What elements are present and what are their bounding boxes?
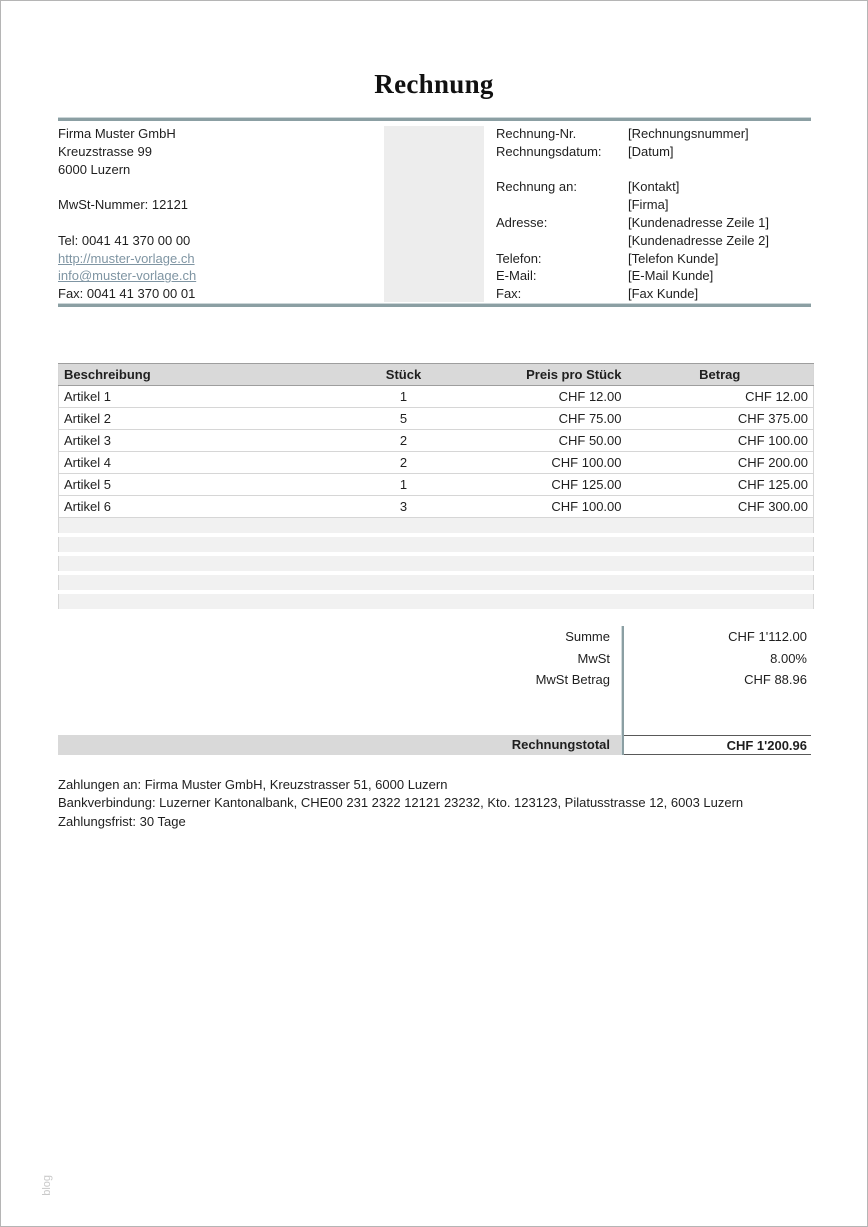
logo-placeholder bbox=[384, 126, 484, 302]
table-row bbox=[59, 386, 814, 408]
meta-row-contact bbox=[496, 178, 811, 196]
item-description: Artikel 5 bbox=[59, 474, 351, 496]
invoice-header bbox=[58, 125, 811, 303]
invoice-meta-block bbox=[484, 125, 811, 303]
table-row bbox=[59, 474, 814, 496]
invoice-total-row bbox=[58, 735, 811, 755]
item-amount: CHF 12.00 bbox=[627, 386, 814, 408]
sender-company: Firma Muster GmbH bbox=[58, 126, 176, 141]
meta-value: [Kundenadresse Zeile 1] bbox=[628, 214, 769, 230]
item-quantity: 5 bbox=[351, 408, 457, 430]
summary-value: CHF 1'112.00 bbox=[728, 629, 807, 644]
empty-row bbox=[59, 518, 814, 536]
summary-row-vat-rate bbox=[58, 648, 811, 670]
meta-row-email bbox=[496, 267, 811, 285]
meta-label: Rechnung an: bbox=[496, 179, 577, 195]
col-header-amount: Betrag bbox=[627, 364, 814, 386]
item-amount: CHF 125.00 bbox=[627, 474, 814, 496]
spacer bbox=[496, 161, 811, 179]
table-row bbox=[59, 452, 814, 474]
item-unit-price: CHF 100.00 bbox=[457, 496, 627, 518]
summary-label: MwSt bbox=[577, 650, 610, 666]
meta-row-phone bbox=[496, 250, 811, 268]
sender-vat-number: MwSt-Nummer: 12121 bbox=[58, 197, 189, 213]
payment-info-block bbox=[58, 776, 811, 831]
meta-row-company bbox=[496, 196, 811, 214]
meta-label: Adresse: bbox=[496, 214, 548, 230]
spacer bbox=[58, 178, 384, 196]
summary-value: 8.00% bbox=[770, 650, 807, 666]
payment-bank-line: Bankverbindung: Luzerner Kantonalbank, CHE00 231 2322 12121 23232, Kto. 123123, Pilatusstrasse 12, 6003 Luzern bbox=[58, 795, 744, 811]
page-title: Rechnung bbox=[374, 69, 494, 99]
sender-block bbox=[58, 125, 384, 303]
empty-row bbox=[59, 592, 814, 611]
summary-label: MwSt Betrag bbox=[535, 672, 610, 688]
meta-row-invoice-date bbox=[496, 143, 811, 161]
item-quantity: 1 bbox=[351, 386, 457, 408]
meta-label: Telefon: bbox=[496, 250, 542, 266]
meta-value: [Kontakt] bbox=[628, 179, 680, 195]
item-description: Artikel 6 bbox=[59, 496, 351, 518]
summary-label: Summe bbox=[565, 629, 610, 644]
meta-label: Fax: bbox=[496, 286, 522, 302]
spacer bbox=[58, 691, 811, 735]
spacer bbox=[58, 214, 384, 232]
table-row bbox=[59, 408, 814, 430]
item-description: Artikel 2 bbox=[59, 408, 351, 430]
meta-value: [Fax Kunde] bbox=[628, 286, 699, 302]
item-amount: CHF 375.00 bbox=[627, 408, 814, 430]
invoice-total-value: CHF 1'200.96 bbox=[624, 735, 811, 755]
meta-value: [Datum] bbox=[628, 143, 674, 159]
meta-value: [Kundenadresse Zeile 2] bbox=[628, 232, 769, 248]
sender-street: Kreuzstrasse 99 bbox=[58, 143, 152, 159]
meta-label: Rechnungsdatum: bbox=[496, 143, 602, 159]
sender-fax: Fax: 0041 41 370 00 01 bbox=[58, 286, 196, 302]
item-unit-price: CHF 75.00 bbox=[457, 408, 627, 430]
item-amount: CHF 100.00 bbox=[627, 430, 814, 452]
meta-row-invoice-number bbox=[496, 125, 811, 143]
sender-website-link[interactable]: http://muster-vorlage.ch bbox=[58, 250, 195, 266]
item-unit-price: CHF 12.00 bbox=[457, 386, 627, 408]
payment-terms-line: Zahlungsfrist: 30 Tage bbox=[58, 813, 186, 829]
summary-row-vat-amount bbox=[58, 669, 811, 691]
item-description: Artikel 3 bbox=[59, 430, 351, 452]
table-row bbox=[59, 496, 814, 518]
sender-email-link[interactable]: info@muster-vorlage.ch bbox=[58, 268, 197, 284]
meta-row-fax bbox=[496, 285, 811, 303]
meta-label: Rechnung-Nr. bbox=[496, 126, 577, 141]
meta-value: [Rechnungsnummer] bbox=[628, 126, 749, 141]
summary-value: CHF 88.96 bbox=[744, 672, 807, 688]
summary-divider-line bbox=[621, 626, 624, 755]
item-description: Artikel 1 bbox=[59, 386, 351, 408]
item-quantity: 2 bbox=[351, 430, 457, 452]
meta-row-address-2 bbox=[496, 232, 811, 250]
meta-label bbox=[496, 232, 628, 250]
item-quantity: 3 bbox=[351, 496, 457, 518]
summary-section bbox=[58, 626, 811, 755]
item-unit-price: CHF 125.00 bbox=[457, 474, 627, 496]
header-top-rule bbox=[58, 117, 811, 121]
col-header-quantity: Stück bbox=[351, 364, 457, 386]
empty-row bbox=[59, 573, 814, 592]
item-description: Artikel 4 bbox=[59, 452, 351, 474]
meta-label bbox=[496, 196, 628, 214]
meta-label: E-Mail: bbox=[496, 268, 537, 284]
empty-row bbox=[59, 535, 814, 554]
item-amount: CHF 200.00 bbox=[627, 452, 814, 474]
item-quantity: 2 bbox=[351, 452, 457, 474]
col-header-unit-price: Preis pro Stück bbox=[457, 364, 627, 386]
sender-phone: Tel: 0041 41 370 00 00 bbox=[58, 232, 191, 248]
item-amount: CHF 300.00 bbox=[627, 496, 814, 518]
header-bottom-rule bbox=[58, 303, 811, 307]
payment-payee-line: Zahlungen an: Firma Muster GmbH, Kreuzstrasser 51, 6000 Luzern bbox=[58, 777, 448, 793]
summary-row-subtotal bbox=[58, 626, 811, 648]
invoice-total-label: Rechnungstotal bbox=[58, 735, 624, 755]
meta-value: [Telefon Kunde] bbox=[628, 250, 719, 266]
meta-value: [E-Mail Kunde] bbox=[628, 268, 714, 284]
col-header-description: Beschreibung bbox=[59, 364, 351, 386]
sender-city: 6000 Luzern bbox=[58, 161, 131, 177]
item-quantity: 1 bbox=[351, 474, 457, 496]
meta-row-address-1 bbox=[496, 214, 811, 232]
watermark-text: blog bbox=[41, 1175, 53, 1196]
table-row bbox=[59, 430, 814, 452]
item-unit-price: CHF 100.00 bbox=[457, 452, 627, 474]
table-header-row bbox=[59, 364, 814, 386]
empty-row bbox=[59, 554, 814, 573]
item-unit-price: CHF 50.00 bbox=[457, 430, 627, 452]
line-items-table bbox=[58, 363, 814, 613]
meta-value: [Firma] bbox=[628, 197, 669, 213]
